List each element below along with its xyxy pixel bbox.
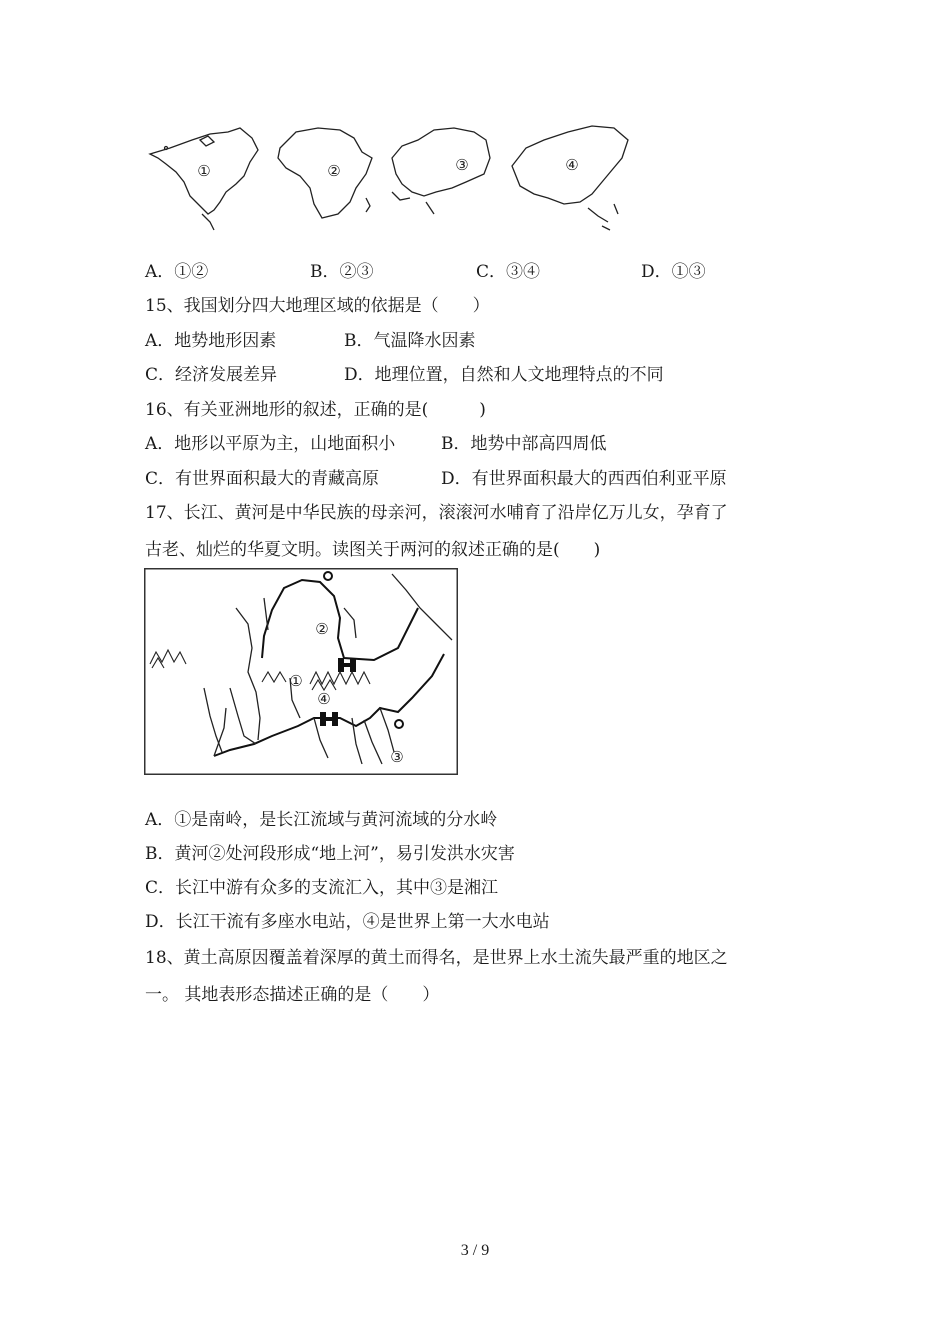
africa-outline xyxy=(278,128,372,218)
q17-option-a: A．①是南岭，是长江流域与黄河流域的分水岭 xyxy=(145,810,498,830)
q17-option-b: B．黄河②处河段形成“地上河”，易引发洪水灾害 xyxy=(145,844,515,864)
q17-option-d: D．长江干流有多座水电站，④是世界上第一大水电站 xyxy=(145,912,550,932)
q15-stem: 15、我国划分四大地理区域的依据是（ ） xyxy=(145,296,490,316)
continent-label-1: ① xyxy=(197,162,211,180)
map-label-1: ① xyxy=(289,672,303,690)
q16-option-c: C．有世界面积最大的青藏高原 xyxy=(145,469,380,489)
q15-option-c: C．经济发展差异 xyxy=(145,365,278,385)
continents-figure xyxy=(140,118,635,238)
q16-option-d: D．有世界面积最大的西西伯利亚平原 xyxy=(441,469,727,489)
q18-stem-line1: 18、黄土高原因覆盖着深厚的黄土而得名，是世界上水土流失最严重的地区之 xyxy=(145,948,728,968)
q16-option-b: B．地势中部高四周低 xyxy=(441,434,607,454)
q14-option-c: C．③④ xyxy=(476,262,541,282)
q17-option-c: C．长江中游有众多的支流汇入，其中③是湘江 xyxy=(145,878,499,898)
continent-label-3: ③ xyxy=(455,156,469,174)
europe-outline xyxy=(392,128,490,196)
q15-option-d: D．地理位置，自然和人文地理特点的不同 xyxy=(344,365,664,385)
q14-option-d: D．①③ xyxy=(641,262,706,282)
q15-option-a: A．地势地形因素 xyxy=(145,331,277,351)
q16-option-a: A．地形以平原为主，山地面积小 xyxy=(145,434,396,454)
q18-stem-line2: 一。 其地表形态描述正确的是（ ） xyxy=(145,985,440,1005)
q15-option-b: B．气温降水因素 xyxy=(344,331,476,351)
map-label-4: ④ xyxy=(317,690,331,708)
q16-stem: 16、有关亚洲地形的叙述，正确的是( ) xyxy=(145,400,486,420)
map-label-2: ② xyxy=(315,620,329,638)
q17-stem-line1: 17、长江、黄河是中华民族的母亲河，滚滚河水哺育了沿岸亿万儿女，孕育了 xyxy=(145,503,728,523)
continent-label-4: ④ xyxy=(565,156,579,174)
q17-stem-line2: 古老、灿烂的华夏文明。读图关于两河的叙述正确的是( ) xyxy=(145,540,601,560)
page-number: 3 / 9 xyxy=(460,1242,490,1259)
q14-option-a: A．①② xyxy=(145,262,209,282)
rivers-map xyxy=(144,568,458,775)
map-label-3: ③ xyxy=(390,748,404,766)
continent-label-2: ② xyxy=(327,162,341,180)
q14-option-b: B．②③ xyxy=(310,262,374,282)
